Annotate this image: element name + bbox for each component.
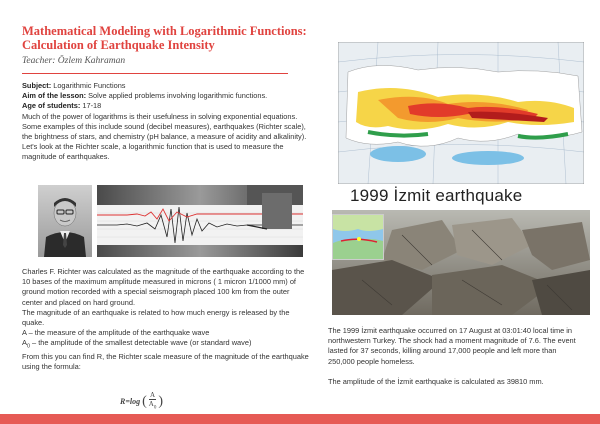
aim-line: [22, 91, 310, 101]
standard-amplitude-definition: [22, 338, 312, 352]
teacher-name: Teacher: Özlem Kahraman: [22, 56, 126, 66]
richter-explanation: [22, 267, 312, 373]
subject-line: [22, 81, 310, 91]
amplitude-definition: A – the measure of the amplitude of the earthquake wave: [22, 328, 210, 338]
subject-label: Subject:: [22, 81, 52, 90]
formula-denominator-sub: 0: [153, 405, 157, 411]
formula-close-paren: ): [158, 393, 164, 409]
formula-open-paren: (: [142, 393, 147, 409]
izmit-region-inset-map: [332, 214, 384, 260]
izmit-earthquake-heading: 1999 İzmit earthquake: [350, 186, 523, 205]
age-line: [22, 101, 310, 111]
aim-label: Aim of the lesson:: [22, 91, 87, 101]
izmit-description: [328, 326, 584, 397]
formula-fraction: [149, 391, 157, 412]
a0-symbol: A: [22, 338, 27, 348]
a0-text: – the amplitude of the smallest detectable wave (or standard wave): [30, 338, 252, 348]
a0-subscript: 0: [26, 343, 30, 350]
richter-formula-intro: From this you can find R, the Richter scale measure of the magnitude of the earthquake using the formula:: [22, 352, 309, 372]
age-value: 17-18: [80, 101, 102, 111]
footer-accent-bar: [0, 414, 600, 424]
intro-paragraph: Much of the power of logarithms is their usefulness in solving exponential equations. Some examples of this include sound (decibel measures), earthquakes (Richter scale), the brightness of stars, and chemistry (pH balance, a measure of acidity and alkalinity). Let's look at the Richter scale, a logarithmic function that is used to measure the magnitude of earthquakes.: [22, 111, 307, 162]
formula-numerator: A: [150, 391, 156, 399]
formula-lhs: R=log: [120, 397, 141, 407]
izmit-amplitude-statement: The amplitude of the İzmit earthquake is calculated as 39810 mm.: [328, 376, 544, 386]
title-divider: [22, 73, 288, 74]
izmit-paragraph-1: The 1999 İzmit earthquake occurred on 17 August at 03:01:40 local time in northwestern Turkey. The shock had a moment magnitude of 7.6. The event lasted for 37 seconds, killing around 17,000 people and left more than 250,000 people homeless.: [328, 326, 576, 366]
richter-paragraph-1: Charles F. Richter was calculated as the magnitude of the earthquake according to the 10 bases of the maximum amplitude measured in microns ( 1 micron 1/1000 mm) of ground motion recorded with a special seismograph placed 100 km from the outer center and placed on hard ground.: [22, 267, 305, 307]
formula-denominator-symbol: A: [148, 400, 154, 408]
subject-value: Logarithmic Functions: [51, 81, 126, 90]
seismograph-image: [97, 185, 303, 257]
richter-paragraph-2: The magnitude of an earthquake is related to how much energy is released by the quake.: [22, 307, 290, 328]
age-label: Age of students:: [22, 101, 81, 111]
aim-value: Solve applied problems involving logarithmic functions.: [86, 91, 268, 101]
richter-formula: [120, 391, 163, 412]
seismic-hazard-map: [338, 42, 584, 184]
formula-denominator: [149, 400, 157, 412]
richter-portrait-image: [38, 185, 92, 257]
intro-section: [22, 81, 310, 163]
lesson-title: Mathematical Modeling with Logarithmic Functions: Calculation of Earthquake Intensity: [22, 24, 307, 52]
